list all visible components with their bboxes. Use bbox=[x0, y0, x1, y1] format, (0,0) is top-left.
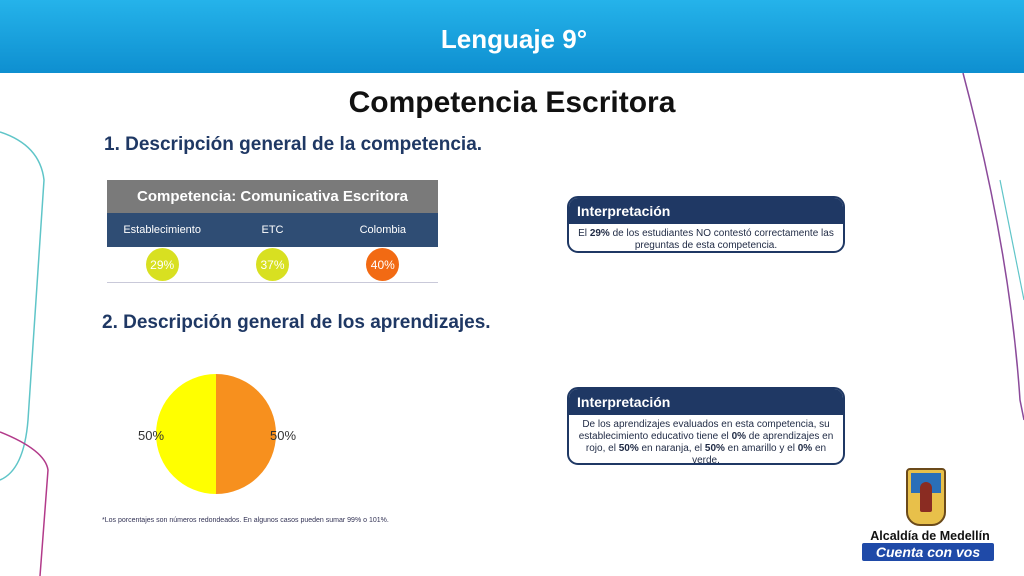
value-badge-colombia: 40% bbox=[366, 248, 399, 281]
header-banner bbox=[0, 0, 1024, 73]
value-badge-establecimiento: 29% bbox=[146, 248, 179, 281]
competency-table bbox=[107, 180, 438, 283]
header-title: Lenguaje 9° bbox=[440, 24, 588, 54]
pie-label-right: 50% bbox=[270, 428, 297, 443]
logo-text-line2: Cuenta con vos bbox=[862, 543, 994, 561]
pie-slice-0 bbox=[216, 374, 276, 494]
coat-of-arms-icon bbox=[906, 468, 946, 526]
logo-text-line1: Alcaldía de Medellín bbox=[870, 529, 990, 543]
value-badge-etc: 37% bbox=[256, 248, 289, 281]
pie-slice-1 bbox=[156, 374, 216, 494]
column-etc: ETC bbox=[261, 224, 284, 236]
section1-heading: 1. Descripción general de la competencia. bbox=[104, 134, 483, 155]
competency-table-header-row bbox=[107, 213, 438, 247]
competency-table-value-row bbox=[107, 247, 438, 283]
alcaldia-logo bbox=[860, 466, 1000, 566]
competency-table-title: Competencia: Comunicativa Escritora bbox=[107, 180, 438, 213]
interpretation-1-text: El 29% de los estudiantes NO contestó correctamente las preguntas de esta competencia. bbox=[578, 228, 834, 251]
pie-label-left: 50% bbox=[138, 428, 165, 443]
interpretation-1-heading: Interpretación bbox=[569, 198, 843, 224]
footnote: *Los porcentajes son números redondeados. En algunos casos pueden sumar 99% o 101%. bbox=[102, 517, 389, 524]
column-colombia: Colombia bbox=[359, 224, 407, 236]
interpretation-2-text: De los aprendizajes evaluados en esta competencia, su establecimiento educativo tiene el 0% de aprendizajes en rojo, el 50% en naranja, el 50% en amarillo y el 0% en verde. bbox=[578, 419, 834, 465]
slide-title: Competencia Escritora bbox=[348, 86, 676, 119]
interpretation-box-2 bbox=[567, 387, 845, 465]
column-establecimiento: Establecimiento bbox=[123, 224, 201, 236]
section2-heading: 2. Descripción general de los aprendizajes. bbox=[102, 312, 491, 333]
interpretation-box-1 bbox=[567, 196, 845, 253]
learning-pie-chart bbox=[154, 372, 278, 496]
interpretation-2-heading: Interpretación bbox=[569, 389, 843, 415]
